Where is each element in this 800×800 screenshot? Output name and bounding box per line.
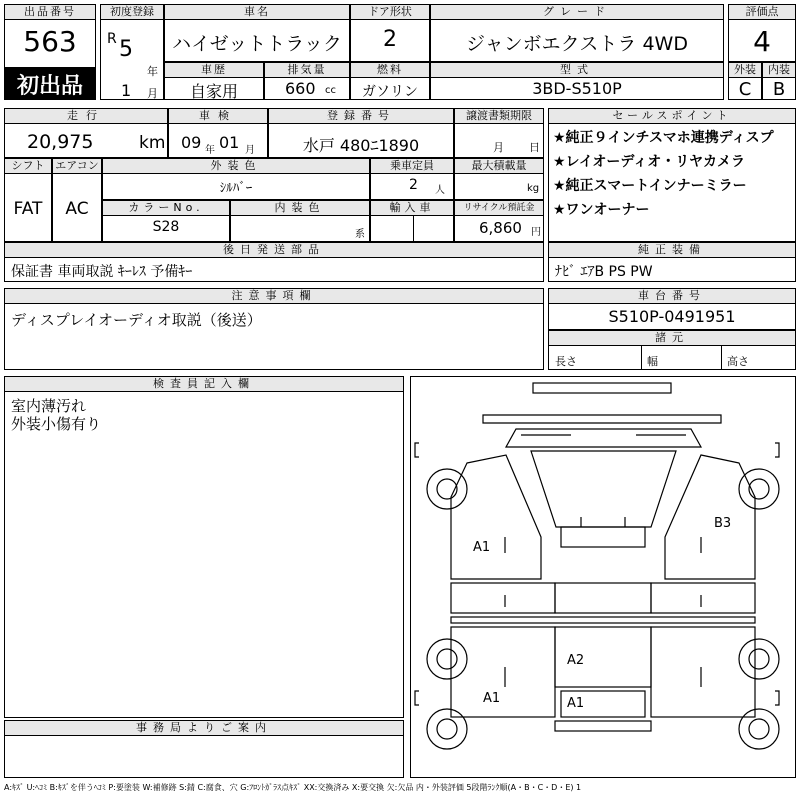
notes-box [4, 288, 544, 370]
chassis-label: 車台番号 [548, 288, 796, 304]
capacity-value: 2 [409, 177, 418, 193]
first-reg-year: 5 [119, 37, 133, 62]
shift-value: FAT [13, 199, 43, 219]
plate-label: 登録番号 [268, 108, 454, 124]
import-divider [413, 215, 414, 241]
legend-text: A:ｷｽﾞ U:ﾍｺﾐ B:ｷｽﾞを伴うﾍｺﾐ P:要塗装 W:補修跡 S:錆 C:腐食、穴 G:ﾌﾛﾝﾄｶﾞﾗｽ点ｷｽﾞ XX:交換済み X:要交換 欠:欠品 内・外装評価 5段階ﾗﾝｸ順(A・B・C・D・E) 1 [4, 783, 582, 792]
history-value: 自家用 [189, 82, 238, 101]
color-no-value: S28 [152, 219, 180, 235]
capacity-box [370, 158, 454, 200]
aircon-value: AC [65, 199, 89, 219]
mileage-value: 20,975 [27, 131, 94, 153]
transfer-day-unit: 日 [529, 141, 540, 154]
office-box [4, 720, 404, 778]
recycle-value: 6,860 [479, 219, 522, 237]
ext-grade-value: C [738, 79, 752, 100]
score-box [728, 4, 796, 62]
aircon-box [52, 158, 102, 242]
interior-color-label: 内装色 [230, 200, 370, 216]
import-label: 輸入車 [370, 200, 454, 216]
dimensions-divider [641, 345, 642, 369]
recycle-unit: 円 [531, 227, 541, 238]
dimensions-width: 幅 [647, 355, 658, 368]
shift-box [4, 158, 52, 242]
sales-point-item: ★レイオーディオ・リヤカメラ [553, 154, 746, 170]
doors-box [350, 4, 430, 62]
aircon-label: エアコン [52, 158, 102, 174]
inspection-month: 01 [219, 133, 240, 152]
import-box [370, 200, 454, 242]
chassis-value: S510P-0491951 [608, 307, 736, 326]
notes-label: 注意事項欄 [4, 288, 544, 304]
max-load-box [454, 158, 544, 200]
displacement-label: 排気量 [264, 62, 350, 78]
int-grade-value: B [772, 79, 786, 100]
dimensions-label: 諸元 [548, 330, 796, 346]
interior-color-unit: 系 [355, 229, 365, 240]
first-reg-year-unit: 年 [147, 65, 158, 78]
sales-points-label: セールスポイント [548, 108, 796, 124]
first-reg-era: R [107, 31, 117, 47]
grade-value: ジャンボエクストラ 4WD [466, 33, 688, 55]
lot-label: 出品番号 [4, 4, 96, 20]
damage-mark: A1 [473, 540, 491, 555]
dimensions-length: 長さ [555, 355, 577, 368]
equipment-value: ﾅﾋﾞ ｴｱB PS PW [555, 264, 653, 280]
int-grade-label: 内装 [762, 62, 796, 78]
grade-box [430, 4, 724, 62]
fuel-box [350, 62, 430, 100]
damage-mark: A1 [483, 691, 501, 706]
damage-mark: B3 [714, 516, 732, 531]
later-items-box [4, 242, 544, 282]
capacity-unit: 人 [435, 185, 445, 196]
dimensions-box [548, 330, 796, 370]
first-listing-text: 初出品 [16, 74, 83, 99]
first-reg-month-unit: 月 [147, 87, 158, 100]
vehicle-diagram-box [410, 376, 796, 778]
plate-value: 水戸 480ﾆ1890 [302, 136, 420, 155]
max-load-unit: kg [527, 183, 540, 194]
interior-color-box [230, 200, 370, 242]
truck-diagram [411, 377, 795, 777]
dimensions-divider [721, 345, 722, 369]
sales-points-box [548, 108, 796, 242]
fuel-label: 燃料 [350, 62, 430, 78]
office-label: 事務局よりご案内 [4, 720, 404, 736]
first-reg-label: 初度登録 [100, 4, 164, 20]
first-reg-box [100, 4, 164, 100]
recycle-label: リサイクル預託金 [454, 200, 544, 216]
inspection-year-unit: 年 [205, 145, 215, 156]
lot-number: 563 [23, 25, 77, 58]
displacement-box [264, 62, 350, 100]
exterior-color-box [102, 158, 370, 200]
equipment-label: 純正装備 [548, 242, 796, 258]
sales-point-item: ★純正スマートインナーミラー [553, 178, 747, 194]
mileage-label: 走行 [4, 108, 168, 124]
later-items-value: 保証書 車両取説 ｷｰﾚｽ 予備ｷｰ [11, 264, 193, 280]
later-items-label: 後日発送部品 [4, 242, 544, 258]
int-grade-box [762, 62, 796, 100]
inspector-line: 室内薄汚れ [11, 397, 87, 415]
doors-label: ドア形状 [350, 4, 430, 20]
plate-box [268, 108, 454, 158]
transfer-month-unit: 月 [493, 141, 504, 154]
notes-value: ディスプレイオーディオ取説（後送） [11, 311, 262, 329]
inspector-line: 外装小傷有り [11, 415, 102, 433]
car-name-box [164, 4, 350, 62]
chassis-box [548, 288, 796, 330]
ext-grade-label: 外装 [728, 62, 762, 78]
color-no-label: カラーNo. [102, 200, 230, 216]
capacity-label: 乗車定員 [370, 158, 454, 174]
fuel-value: ガソリン [362, 84, 418, 100]
recycle-box [454, 200, 544, 242]
sales-point-item: ★ワンオーナー [553, 202, 650, 218]
grade-label: グレード [430, 4, 724, 20]
inspector-label: 検査員記入欄 [4, 376, 404, 392]
exterior-color-label: 外装色 [102, 158, 370, 174]
first-reg-month: 1 [121, 81, 132, 100]
inspection-box [168, 108, 268, 158]
dimensions-height: 高さ [727, 355, 749, 368]
model-label: 型式 [430, 62, 724, 78]
car-name-value: ハイゼットトラック [172, 33, 342, 55]
car-name-label: 車名 [164, 4, 350, 20]
model-value: 3BD-S510P [532, 79, 622, 98]
transfer-box [454, 108, 544, 158]
inspection-year: 09 [181, 133, 202, 152]
model-box [430, 62, 724, 100]
lot-box [4, 4, 96, 100]
max-load-label: 最大積載量 [454, 158, 544, 174]
inspector-box [4, 376, 404, 718]
exterior-color-value: ｼﾙﾊﾞｰ [219, 181, 253, 196]
inspection-label: 車検 [168, 108, 268, 124]
ext-grade-box [728, 62, 762, 100]
transfer-label: 譲渡書類期限 [454, 108, 544, 124]
mileage-unit: km [139, 133, 166, 153]
score-value: 4 [753, 25, 771, 58]
history-label: 車歴 [164, 62, 264, 78]
displacement-value: 660 [285, 79, 316, 98]
score-label: 評価点 [728, 4, 796, 20]
color-no-box [102, 200, 230, 242]
equipment-box [548, 242, 796, 282]
shift-label: シフト [4, 158, 52, 174]
damage-mark: A2 [567, 653, 585, 668]
history-box [164, 62, 264, 100]
displacement-unit: cc [325, 85, 336, 96]
damage-mark: A1 [567, 696, 585, 711]
sales-point-item: ★純正９インチスマホ連携ディスプ [553, 130, 774, 146]
inspection-month-unit: 月 [245, 145, 255, 156]
mileage-box [4, 108, 168, 158]
doors-value: 2 [383, 27, 397, 52]
